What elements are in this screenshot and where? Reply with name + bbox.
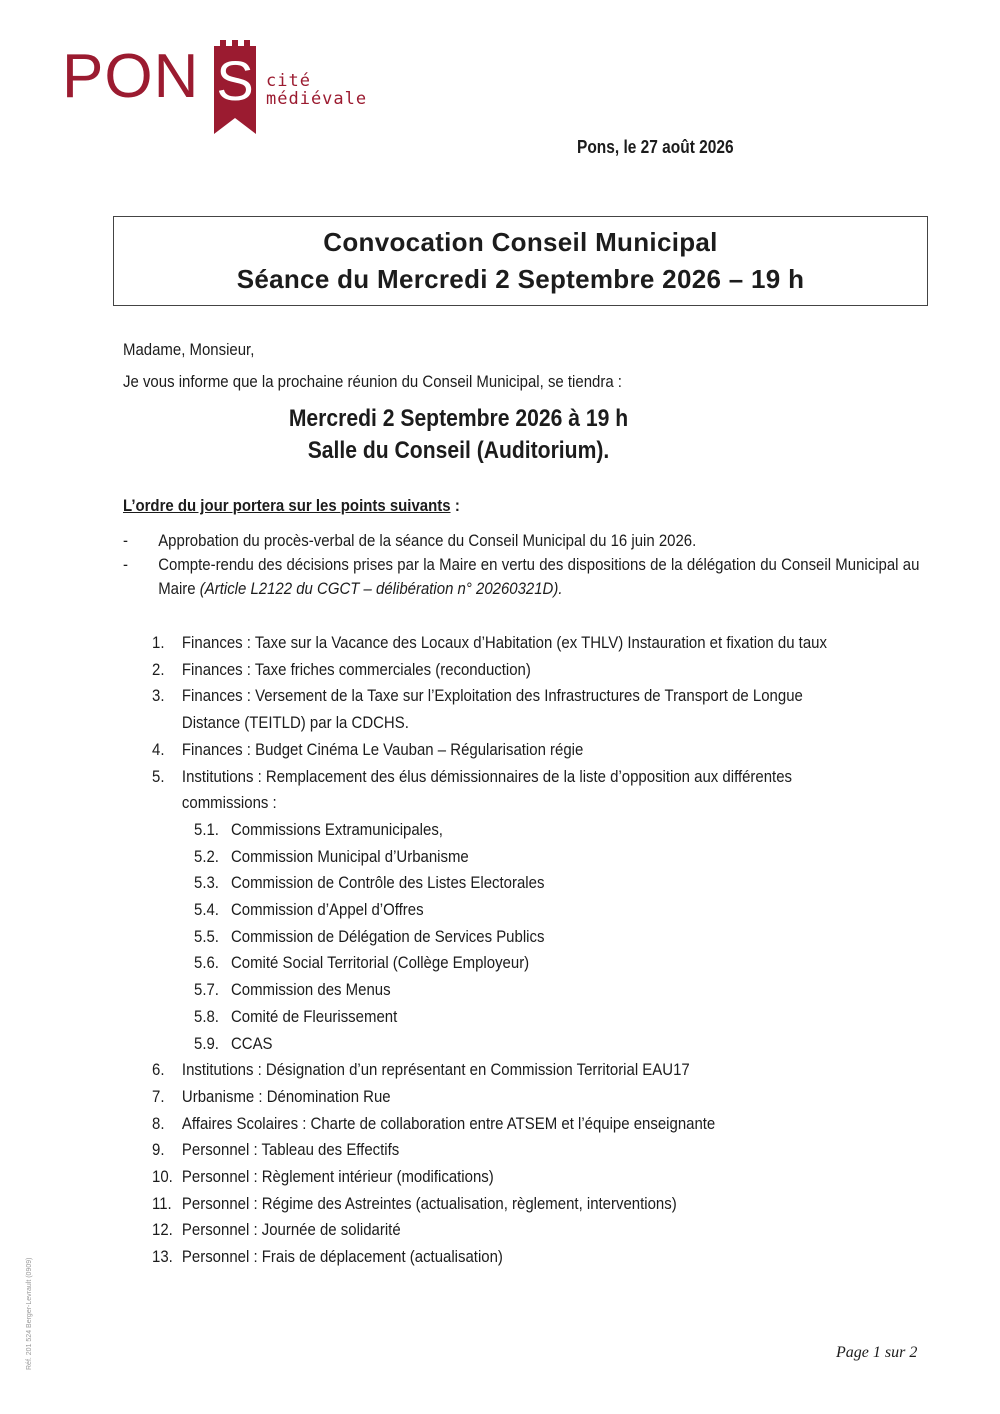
item-number: 9.: [152, 1140, 165, 1160]
item-number: 11.: [152, 1193, 172, 1213]
greeting: Madame, Monsieur,: [123, 340, 255, 359]
item-text: Commission d’Appel d’Offres: [230, 900, 424, 919]
item-number: 5.5.: [194, 926, 219, 946]
meeting-location: Salle du Conseil (Auditorium).: [307, 437, 610, 464]
item-number: 5.9.: [194, 1033, 219, 1053]
agenda-heading: [123, 496, 460, 516]
pons-logo: [62, 36, 382, 136]
logo-s-banner: [210, 36, 260, 134]
item-number: 5.: [152, 766, 165, 786]
date-line: Pons, le 27 août 2026: [577, 137, 734, 157]
item-text: CCAS: [230, 1033, 273, 1053]
side-reference: [26, 1220, 38, 1370]
item-number: 5.4.: [194, 900, 219, 919]
item-text: Personnel : Régime des Astreintes (actualisation, règlement, interventions): [181, 1193, 677, 1213]
item-number: 12.: [152, 1220, 173, 1240]
item-number: 7.: [152, 1086, 165, 1106]
item-number: 5.1.: [194, 819, 219, 839]
dash-bullet: -: [123, 531, 128, 550]
logo-initial: S: [216, 49, 254, 112]
logo-tagline-1: cité: [266, 71, 311, 91]
title-line-2: Séance du Mercredi 2 Septembre 2026 – 19 h: [236, 264, 805, 294]
dash-bullet: -: [123, 555, 128, 574]
item-text-continuation: Distance (TEITLD) par la CDCHS.: [181, 713, 409, 733]
item-text: Personnel : Frais de déplacement (actualisation): [181, 1247, 503, 1267]
item-text: Finances : Versement de la Taxe sur l’Exploitation des Infrastructures de Transport de Longue: [181, 686, 803, 706]
item-text: Commission de Contrôle des Listes Electorales: [230, 873, 545, 893]
preliminary-text: [158, 553, 919, 601]
item-text: Comité Social Territorial (Collège Employeur): [230, 953, 530, 973]
item-text: Institutions : Désignation d’un représentant en Commission Territorial EAU17: [181, 1060, 690, 1080]
item-text: Commission de Délégation de Services Publics: [230, 926, 545, 946]
item-number: 2.: [152, 659, 165, 679]
agenda-heading-colon: :: [454, 496, 460, 515]
item-text: Affaires Scolaires : Charte de collaboration entre ATSEM et l’équipe enseignante: [181, 1113, 716, 1133]
item-number: 5.6.: [194, 953, 219, 973]
item-text: Commissions Extramunicipales,: [230, 819, 443, 839]
item-number: 1.: [152, 633, 165, 652]
side-reference-text: Réf. 201 524 Berger-Levrault (0909): [26, 1257, 33, 1370]
item-number: 4.: [152, 739, 165, 759]
item-number: 5.3.: [194, 873, 219, 893]
item-number: 5.8.: [194, 1006, 219, 1026]
title-box: [113, 216, 928, 306]
preliminary-text: [158, 529, 919, 553]
item-number: 8.: [152, 1113, 165, 1133]
preliminary-reference: (Article L2122 du CGCT – délibération n° 20260321D).: [199, 579, 563, 598]
logo-wordmark: PON: [62, 42, 200, 111]
logo-tagline: [266, 72, 367, 108]
item-text: Personnel : Tableau des Effectifs: [181, 1140, 400, 1160]
item-text: Comité de Fleurissement: [230, 1006, 398, 1026]
item-number: 5.2.: [194, 846, 219, 866]
meeting-date: Mercredi 2 Septembre 2026 à 19 h: [288, 405, 629, 432]
intro-text: Je vous informe que la prochaine réunion du Conseil Municipal, se tiendra :: [123, 372, 622, 391]
agenda-heading-text: L’ordre du jour portera sur les points suivants: [123, 496, 451, 515]
item-text: Commission des Menus: [230, 980, 391, 1000]
title-line-1: Convocation Conseil Municipal: [323, 227, 718, 257]
item-text: Personnel : Journée de solidarité: [181, 1220, 401, 1240]
item-text: Institutions : Remplacement des élus démissionnaires de la liste d’opposition aux différentes: [181, 766, 793, 786]
item-text: Urbanisme : Dénomination Rue: [181, 1086, 391, 1106]
item-number: 10.: [152, 1167, 173, 1186]
logo-tagline-2: médiévale: [266, 89, 368, 109]
item-text: Finances : Budget Cinéma Le Vauban – Régularisation régie: [181, 739, 584, 759]
item-number: 13.: [152, 1247, 173, 1267]
item-text: Finances : Taxe friches commerciales (reconduction): [181, 659, 531, 679]
item-text: Personnel : Règlement intérieur (modifications): [181, 1167, 494, 1186]
item-text: Finances : Taxe sur la Vacance des Locaux d’Habitation (ex THLV) Instauration et fixation du taux: [181, 633, 827, 652]
item-text: Commission Municipal d’Urbanisme: [230, 846, 469, 866]
preliminary-text-main: Compte-rendu des décisions prises par la Maire en vertu des dispositions de la délégation du Conseil Municipal au Maire: [158, 555, 920, 598]
item-text-continuation: commissions :: [181, 793, 277, 813]
item-number: 5.7.: [194, 980, 219, 1000]
page-number: Page 1 sur 2: [836, 1344, 918, 1361]
item-number: 6.: [152, 1060, 165, 1080]
item-number: 3.: [152, 686, 165, 706]
banner-icon: [210, 36, 260, 134]
preliminary-text-main: Approbation du procès-verbal de la séance du Conseil Municipal du 16 juin 2026.: [158, 531, 697, 550]
